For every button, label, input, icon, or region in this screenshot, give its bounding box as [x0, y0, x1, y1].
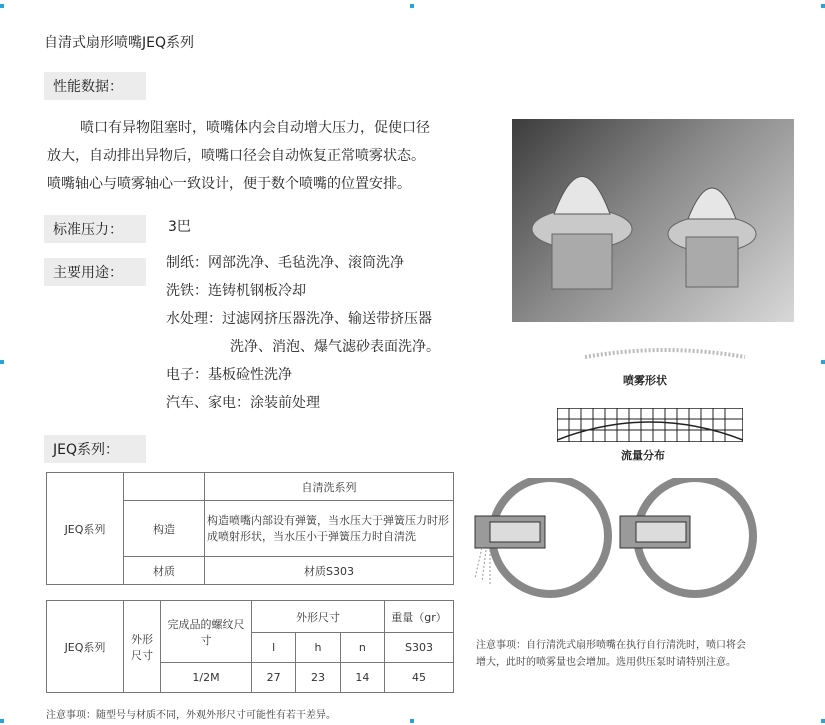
spray-caption: 喷雾形状 — [623, 374, 667, 387]
product-photo — [512, 119, 794, 322]
performance-line-1: 喷口有异物阻塞时，喷嘴体内会自动增大压力，促使口径 — [80, 120, 430, 136]
row-label: JEQ系列 — [47, 601, 124, 693]
empty-cell — [124, 473, 205, 501]
flow-caption: 流量分布 — [621, 449, 665, 462]
corner-marker — [0, 719, 4, 723]
material-label: 材质 — [124, 557, 205, 585]
dimension-table — [46, 600, 454, 693]
weight-header: 重量（gr） — [385, 601, 454, 633]
l-value: 27 — [252, 663, 296, 693]
series-heading: JEQ系列： — [44, 435, 146, 463]
corner-marker — [0, 4, 4, 8]
row-label: JEQ系列 — [47, 473, 124, 585]
h-value: 23 — [296, 663, 340, 693]
performance-line-2: 放大，自动排出异物后，喷嘴口径会自动恢复正常喷雾状态。 — [47, 148, 425, 164]
footnote: 注意事项：随型号与材质不同，外观外形尺寸可能性有若干差异。 — [46, 710, 336, 721]
corner-marker — [410, 4, 414, 8]
uses-heading: 主要用途： — [44, 258, 146, 286]
use-line-2: 洗铁：连铸机钢板冷却 — [166, 283, 306, 299]
col-s303: S303 — [385, 633, 454, 663]
use-line-3: 水处理：过滤网挤压器洗净、输送带挤压器 — [166, 311, 432, 327]
spray-shape-graphic — [580, 345, 750, 361]
performance-line-3: 喷嘴轴心与喷雾轴心一致设计，便于数个喷嘴的位置安排。 — [47, 176, 411, 192]
performance-heading: 性能数据： — [44, 72, 146, 100]
flow-distribution-graphic — [557, 408, 743, 442]
outer-dim-header: 外形尺寸 — [252, 601, 385, 633]
corner-marker — [821, 360, 825, 364]
use-line-4: 洗净、消泡、爆气滤砂表面洗净。 — [230, 339, 440, 355]
pressure-value: 3巴 — [168, 219, 191, 235]
use-line-5: 电子：基板硷性洗净 — [166, 367, 292, 383]
corner-marker — [0, 360, 4, 364]
material-value: 材质S303 — [205, 557, 454, 585]
thread-label: 完成品的螺纹尺寸 — [161, 601, 252, 663]
use-line-1: 制纸：网部洗净、毛毡洗净、滚筒洗净 — [166, 255, 404, 271]
col-n: n — [340, 633, 384, 663]
structure-table — [46, 472, 454, 585]
weight-value: 45 — [385, 663, 454, 693]
pressure-heading: 标准压力： — [44, 215, 146, 243]
thread-value: 1/2M — [161, 663, 252, 693]
corner-marker — [410, 719, 414, 723]
use-line-6: 汽车、家电：涂装前处理 — [166, 395, 320, 411]
corner-marker — [821, 719, 825, 723]
structure-label: 构造 — [124, 501, 205, 557]
page-title: 自清式扇形喷嘴JEQ系列 — [44, 35, 194, 51]
col-h: h — [296, 633, 340, 663]
n-value: 14 — [340, 663, 384, 693]
cross-section-diagram — [470, 478, 770, 598]
side-note-line-1: 注意事项：自行清洗式扇形喷嘴在执行自行清洗时，喷口将会 — [476, 640, 746, 651]
dim-label: 外形尺寸 — [124, 601, 161, 693]
side-note-line-2: 增大，此时的喷雾量也会增加。选用供压泵时请特别注意。 — [476, 657, 736, 668]
structure-text: 构造喷嘴内部设有弹簧，当水压大于弹簧压力时形成喷射形状，当水压小于弹簧压力时自清洗 — [205, 501, 454, 557]
corner-marker — [821, 4, 825, 8]
col-l: l — [252, 633, 296, 663]
table-header: 自清洗系列 — [205, 473, 454, 501]
